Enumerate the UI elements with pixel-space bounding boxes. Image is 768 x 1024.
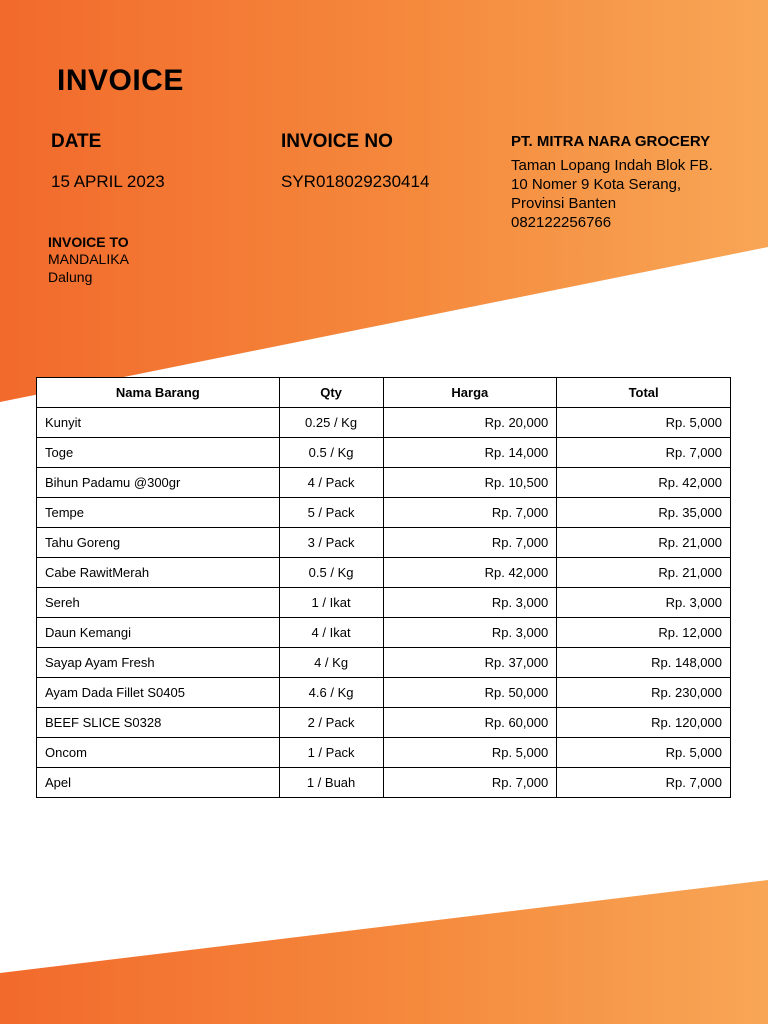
cell-price: Rp. 7,000 [383, 768, 557, 798]
table-row [37, 408, 731, 438]
cell-price: Rp. 37,000 [383, 648, 557, 678]
bill-to-block [48, 234, 129, 286]
table-row [37, 648, 731, 678]
table-header-row [37, 378, 731, 408]
cell-qty: 4.6 / Kg [279, 678, 383, 708]
cell-qty: 4 / Kg [279, 648, 383, 678]
cell-total: Rp. 5,000 [557, 738, 731, 768]
cell-price: Rp. 10,500 [383, 468, 557, 498]
cell-qty: 4 / Pack [279, 468, 383, 498]
cell-item: Ayam Dada Fillet S0405 [37, 678, 280, 708]
company-address-line1: Taman Lopang Indah Blok FB. [511, 157, 713, 174]
cell-item: Apel [37, 768, 280, 798]
column-header-qty: Qty [279, 378, 383, 408]
table-row [37, 438, 731, 468]
cell-qty: 0.25 / Kg [279, 408, 383, 438]
cell-total: Rp. 35,000 [557, 498, 731, 528]
cell-qty: 4 / Ikat [279, 618, 383, 648]
cell-total: Rp. 21,000 [557, 528, 731, 558]
table-row [37, 528, 731, 558]
cell-total: Rp. 230,000 [557, 678, 731, 708]
invoice-title: INVOICE [57, 64, 184, 97]
cell-total: Rp. 7,000 [557, 438, 731, 468]
cell-price: Rp. 60,000 [383, 708, 557, 738]
cell-price: Rp. 7,000 [383, 498, 557, 528]
cell-total: Rp. 3,000 [557, 588, 731, 618]
company-address-line2: 10 Nomer 9 Kota Serang, [511, 176, 682, 193]
cell-price: Rp. 3,000 [383, 618, 557, 648]
company-block [511, 133, 713, 232]
cell-price: Rp. 50,000 [383, 678, 557, 708]
table-row [37, 588, 731, 618]
cell-qty: 0.5 / Kg [279, 438, 383, 468]
cell-total: Rp. 120,000 [557, 708, 731, 738]
cell-qty: 1 / Buah [279, 768, 383, 798]
bill-to-location: Dalung [48, 269, 93, 285]
date-label: DATE [51, 131, 102, 152]
column-header-price: Harga [383, 378, 557, 408]
cell-item: Sayap Ayam Fresh [37, 648, 280, 678]
table-row [37, 678, 731, 708]
cell-price: Rp. 5,000 [383, 738, 557, 768]
cell-qty: 1 / Ikat [279, 588, 383, 618]
table-row [37, 738, 731, 768]
cell-price: Rp. 3,000 [383, 588, 557, 618]
invoice-no-value: SYR018029230414 [281, 172, 430, 191]
cell-price: Rp. 42,000 [383, 558, 557, 588]
column-header-total: Total [557, 378, 731, 408]
cell-item: Daun Kemangi [37, 618, 280, 648]
invoice-no-label: INVOICE NO [281, 131, 393, 152]
column-header-item: Nama Barang [37, 378, 280, 408]
cell-total: Rp. 5,000 [557, 408, 731, 438]
cell-total: Rp. 21,000 [557, 558, 731, 588]
cell-price: Rp. 7,000 [383, 528, 557, 558]
bill-to-name: MANDALIKA [48, 251, 129, 267]
company-name: PT. MITRA NARA GROCERY [511, 133, 711, 150]
cell-qty: 5 / Pack [279, 498, 383, 528]
table-row [37, 468, 731, 498]
cell-item: Cabe RawitMerah [37, 558, 280, 588]
cell-total: Rp. 12,000 [557, 618, 731, 648]
cell-item: Toge [37, 438, 280, 468]
bill-to-label: INVOICE TO [48, 234, 129, 250]
table-row [37, 708, 731, 738]
cell-item: Oncom [37, 738, 280, 768]
items-table [36, 377, 731, 798]
cell-price: Rp. 20,000 [383, 408, 557, 438]
table-row [37, 768, 731, 798]
company-address-line3: Provinsi Banten [511, 195, 617, 212]
table-row [37, 498, 731, 528]
company-phone: 082122256766 [511, 214, 612, 231]
cell-total: Rp. 7,000 [557, 768, 731, 798]
cell-total: Rp. 42,000 [557, 468, 731, 498]
cell-item: Sereh [37, 588, 280, 618]
cell-total: Rp. 148,000 [557, 648, 731, 678]
cell-qty: 2 / Pack [279, 708, 383, 738]
table-row [37, 558, 731, 588]
date-value: 15 APRIL 2023 [51, 172, 165, 191]
cell-qty: 1 / Pack [279, 738, 383, 768]
table-row [37, 618, 731, 648]
cell-item: Bihun Padamu @300gr [37, 468, 280, 498]
cell-item: Tempe [37, 498, 280, 528]
cell-qty: 0.5 / Kg [279, 558, 383, 588]
cell-price: Rp. 14,000 [383, 438, 557, 468]
cell-qty: 3 / Pack [279, 528, 383, 558]
cell-item: Tahu Goreng [37, 528, 280, 558]
cell-item: BEEF SLICE S0328 [37, 708, 280, 738]
cell-item: Kunyit [37, 408, 280, 438]
footer-background-band [0, 880, 768, 1024]
